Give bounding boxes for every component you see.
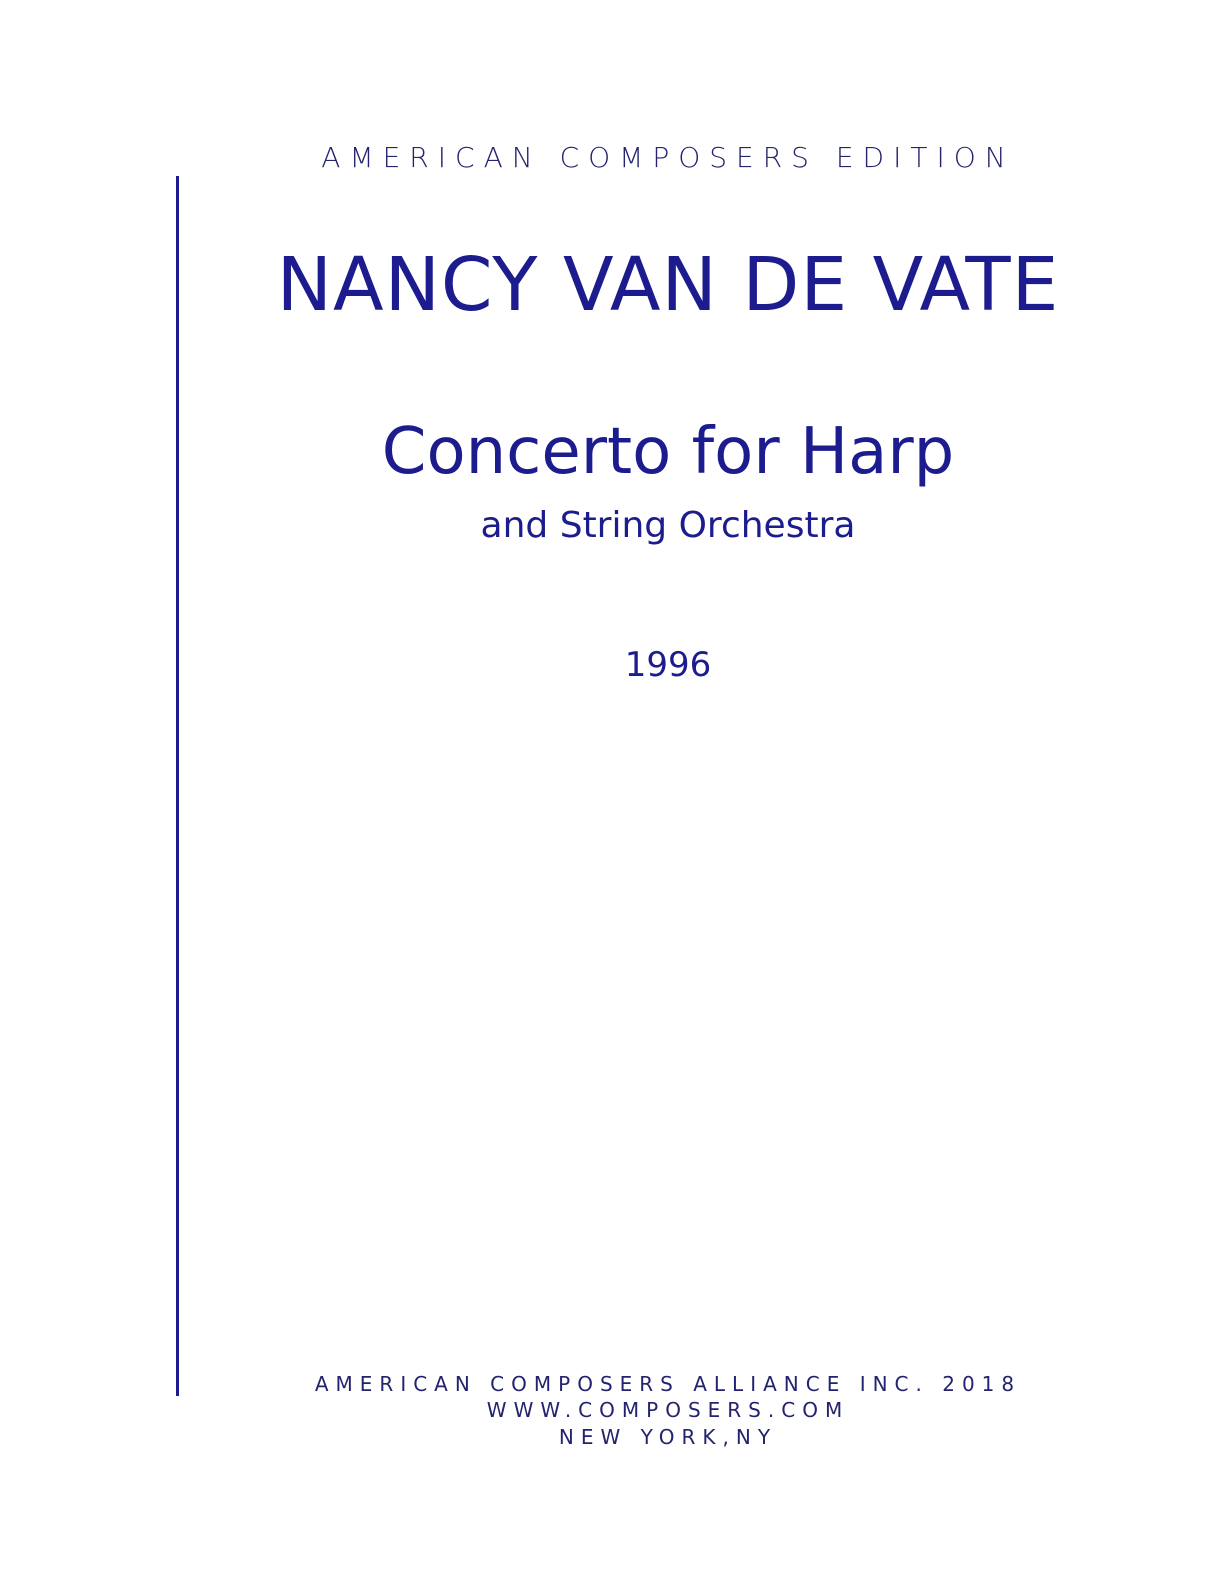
location-line: NEW YORK,NY: [558, 1425, 778, 1449]
publisher-line: AMERICAN COMPOSERS ALLIANCE INC. 2018: [314, 1372, 1022, 1396]
website-line: WWW.COMPOSERS.COM: [486, 1398, 850, 1422]
work-subtitle: and String Orchestra: [480, 505, 856, 546]
composition-year: 1996: [624, 645, 712, 685]
composer-name: NANCY VAN DE VATE: [276, 242, 1060, 328]
edition-heading: AMERICAN COMPOSERS EDITION: [321, 141, 1015, 174]
margin-rule: [176, 176, 179, 1396]
work-title: Concerto for Harp: [381, 415, 955, 489]
